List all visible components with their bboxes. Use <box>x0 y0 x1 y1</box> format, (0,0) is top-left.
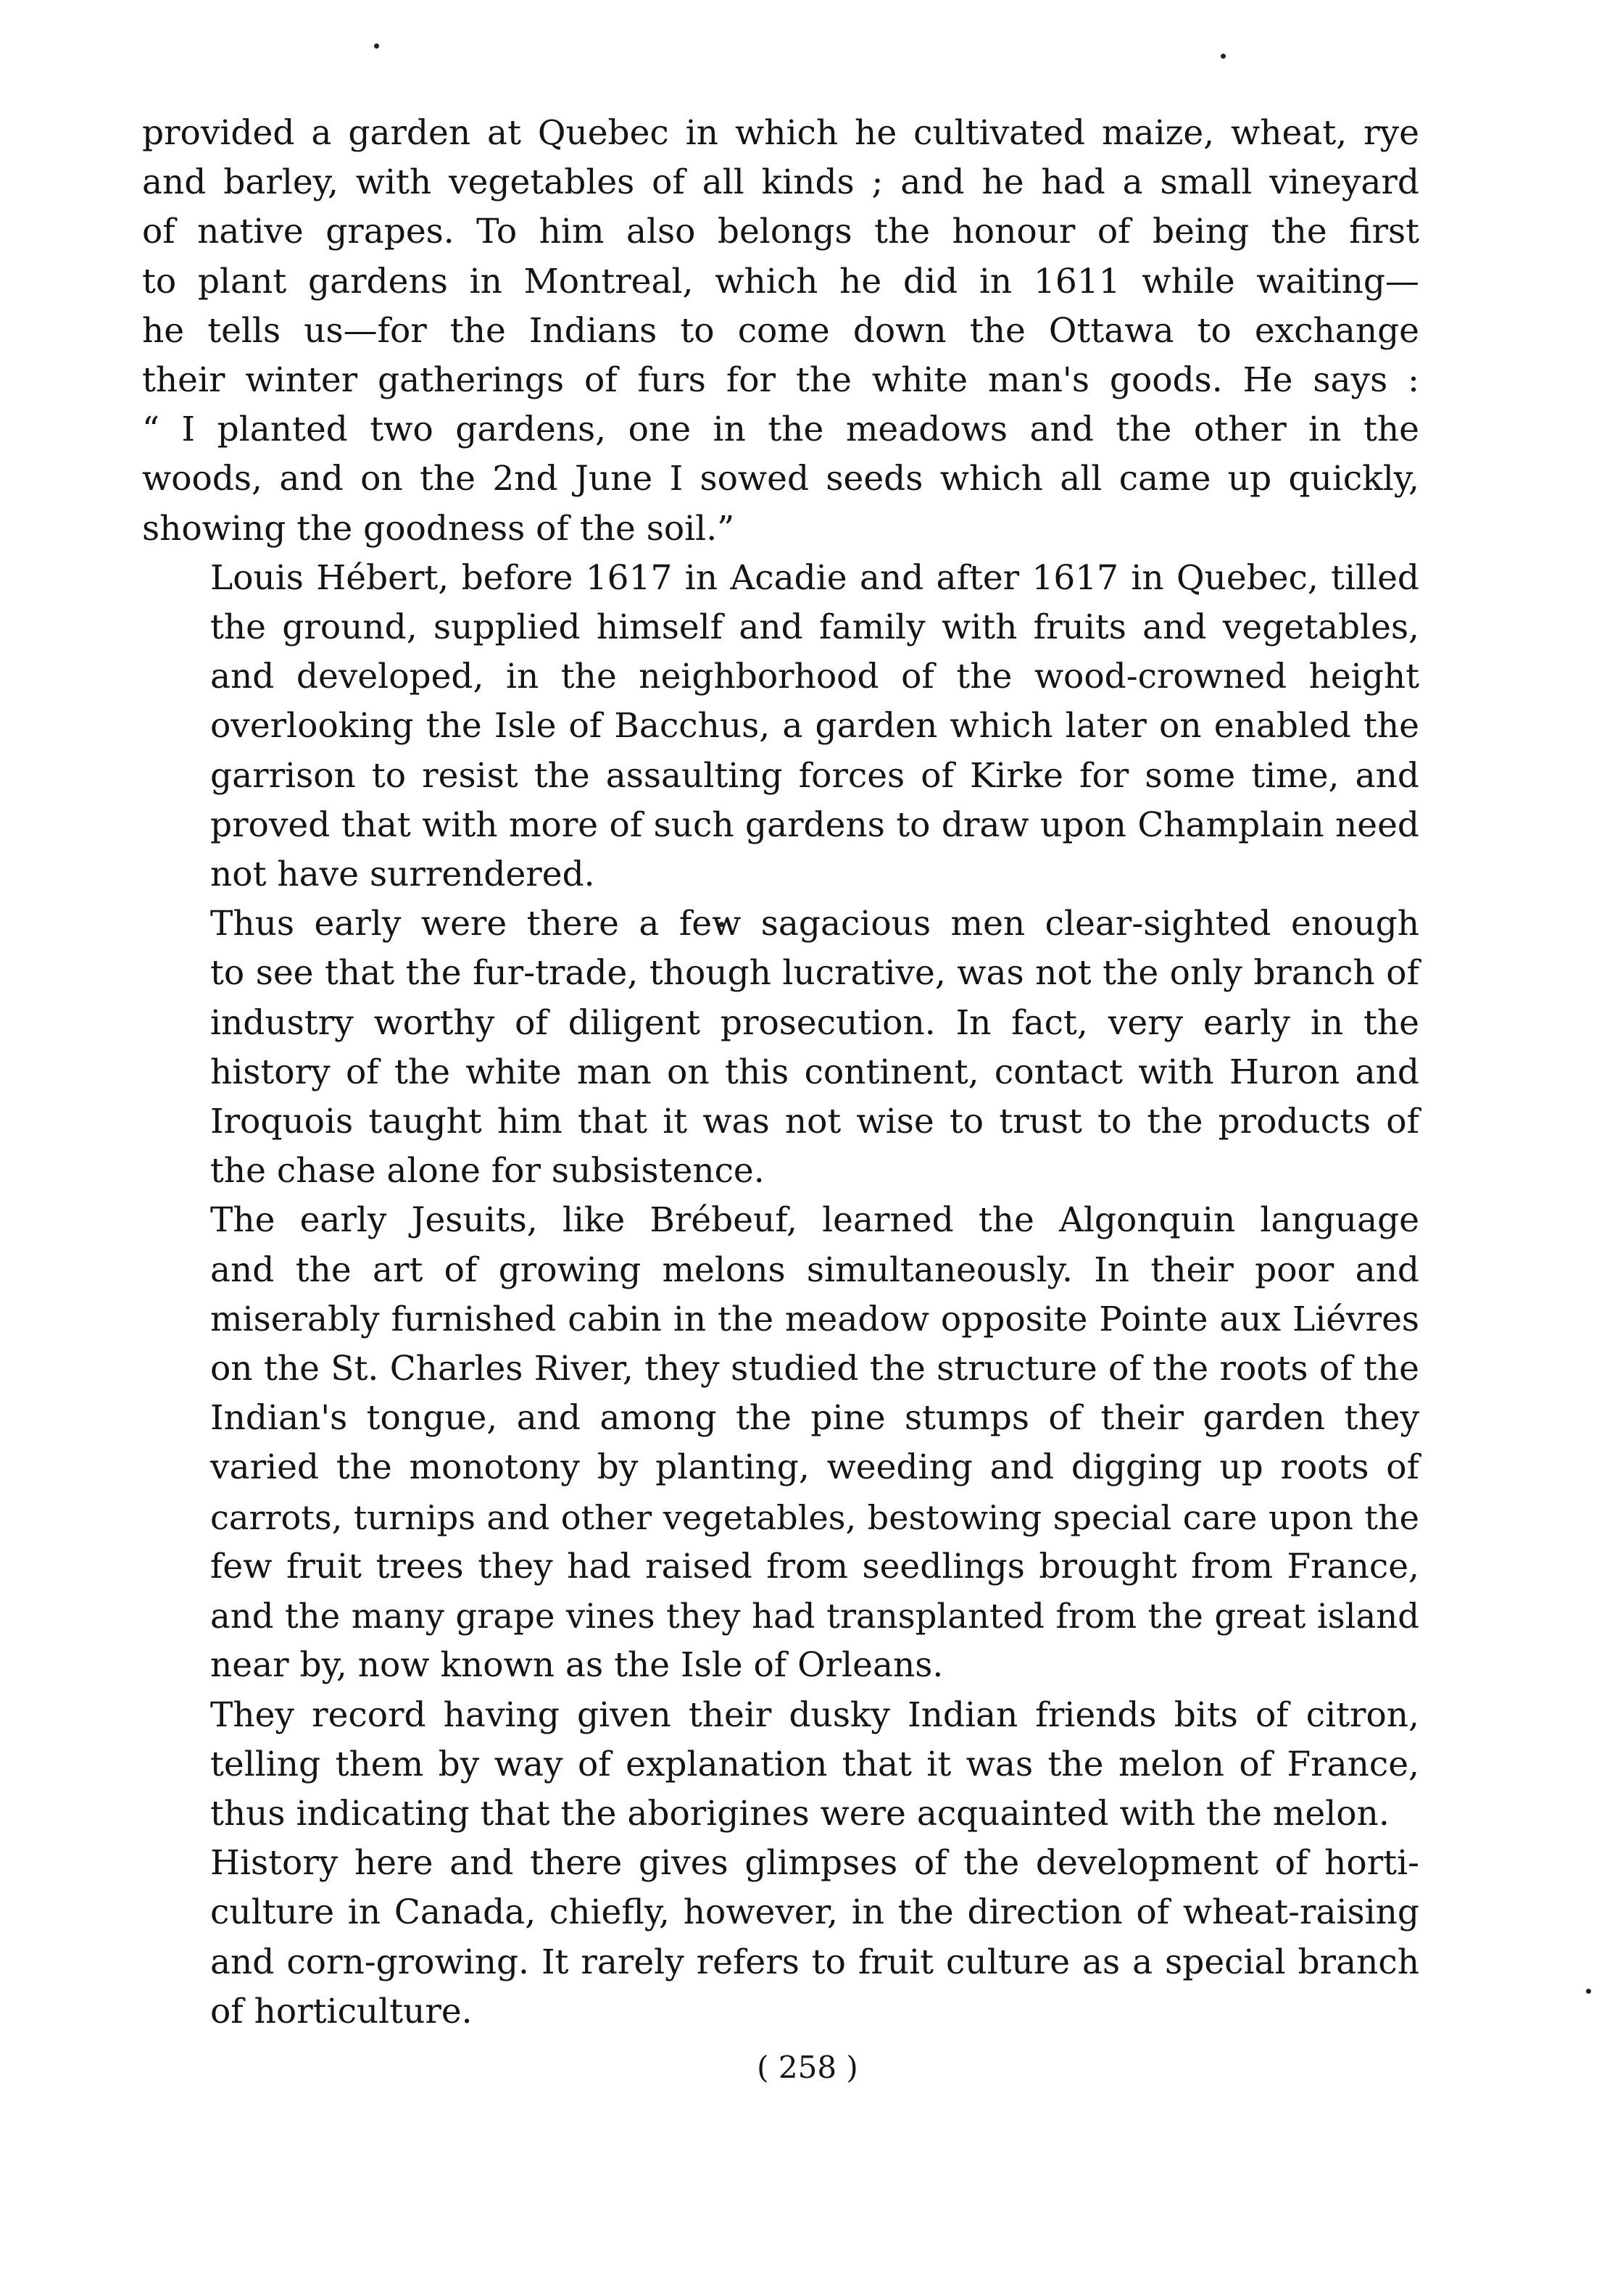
text-line: Indian's tongue, and among the pine stumps of their garden they <box>210 1398 1419 1439</box>
paragraph-louis-hebert <box>142 554 1419 899</box>
text-line: thus indicating that the aborigines were acquainted with the melon. <box>210 1793 1390 1834</box>
text-line: carrots, turnips and other vegetables, bestowing special care upon the <box>210 1497 1419 1537</box>
paragraph-history <box>142 1839 1419 2037</box>
page-number: ( 258 ) <box>757 2050 858 2085</box>
text-line: their winter gatherings of furs for the white man's goods. He says : <box>142 360 1419 401</box>
text-line: showing the goodness of the soil.” <box>142 508 735 549</box>
text-line: the ground, supplied himself and family with fruits and vegetables, <box>210 607 1419 648</box>
text-line: proved that with more of such gardens to draw upon Champlain need <box>210 804 1419 845</box>
ink-speck <box>1221 54 1226 59</box>
text-line: of native grapes. To him also belongs the honour of being the first <box>142 212 1419 252</box>
text-line: Iroquois taught him that it was not wise to trust to the products of <box>210 1102 1419 1142</box>
text-line: The early Jesuits, like Brébeuf, learned the Algonquin language <box>210 1200 1419 1241</box>
paragraph-champlain-gardens <box>142 109 1419 554</box>
text-line: miserably furnished cabin in the meadow opposite Pointe aux Liévres <box>210 1299 1419 1339</box>
paragraph-citron <box>142 1691 1419 1839</box>
text-line: History here and there gives glimpses of the development of horti- <box>210 1843 1419 1884</box>
text-line: on the St. Charles River, they studied the structure of the roots of the <box>210 1349 1419 1389</box>
text-line: varied the monotony by planting, weeding and digging up roots of <box>210 1447 1419 1488</box>
text-line: near by, now known as the Isle of Orleans. <box>210 1645 944 1686</box>
text-line: and the many grape vines they had transplanted from the great island <box>210 1597 1419 1636</box>
text-line: overlooking the Isle of Bacchus, a garden which later on enabled the <box>210 706 1419 746</box>
text-line: to plant gardens in Montreal, which he did in 1611 while waiting— <box>142 261 1419 301</box>
text-line: few fruit trees they had raised from seedlings brought from France, <box>210 1546 1419 1586</box>
text-line: the chase alone for subsistence. <box>210 1151 765 1191</box>
text-line: of horticulture. <box>210 1991 473 2031</box>
text-line: and developed, in the neighborhood of the wood-crowned height <box>210 657 1419 697</box>
text-line: Louis Hébert, before 1617 in Acadie and after 1617 in Quebec, tilled <box>210 557 1419 598</box>
paragraph-fur-trade <box>142 899 1419 1196</box>
text-line: woods, and on the 2nd June I sowed seeds which all came up quickly, <box>142 459 1419 499</box>
text-line: and barley, with vegetables of all kinds ; and he had a small vineyard <box>142 162 1419 203</box>
text-line: “ I planted two gardens, one in the meadows and the other in the <box>142 409 1419 450</box>
text-line: history of the white man on this continent, contact with Huron and <box>210 1052 1419 1092</box>
text-line: provided a garden at Quebec in which he cultivated maize, wheat, rye <box>142 113 1419 153</box>
text-line: he tells us—for the Indians to come down the Ottawa to exchange <box>142 310 1419 351</box>
text-line: garrison to resist the assaulting forces of Kirke for some time, and <box>210 755 1419 796</box>
paragraph-jesuits <box>142 1196 1419 1690</box>
text-line: industry worthy of diligent prosecution. In fact, very early in the <box>210 1002 1419 1043</box>
text-line: Thus early were there a few sagacious men clear-sighted enough <box>210 904 1419 944</box>
text-line: not have surrendered. <box>210 854 595 895</box>
ink-speck <box>1586 1989 1591 1994</box>
text-line: They record having given their dusky Indian friends bits of citron, <box>210 1694 1419 1735</box>
text-line: culture in Canada, chiefly, however, in the direction of wheat-raising <box>210 1892 1419 1933</box>
text-line: telling them by way of explanation that it was the melon of France, <box>210 1744 1419 1784</box>
ink-speck <box>374 43 379 49</box>
text-line: to see that the fur-trade, though lucrative, was not the only branch of <box>210 953 1419 994</box>
text-line: and the art of growing melons simultaneously. In their poor and <box>210 1249 1419 1290</box>
body-text <box>142 109 1419 2037</box>
text-line: and corn-growing. It rarely refers to fruit culture as a special branch <box>210 1942 1419 1982</box>
